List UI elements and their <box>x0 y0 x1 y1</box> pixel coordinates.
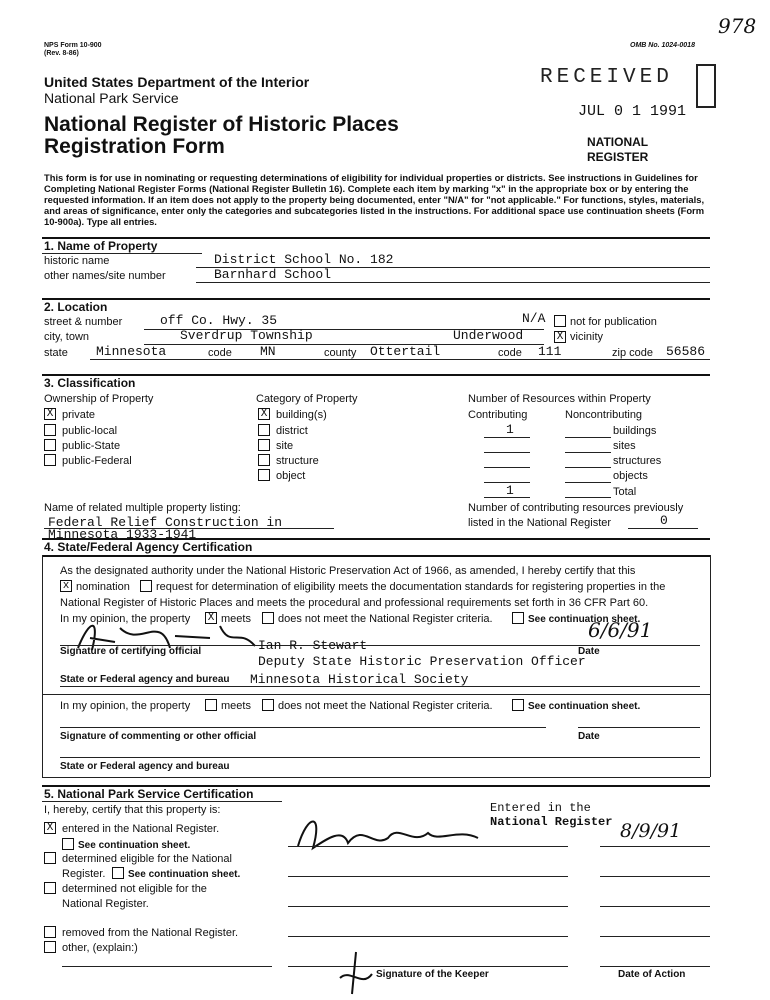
historic-name-label: historic name <box>44 255 110 267</box>
keeper-initials <box>336 948 376 998</box>
certification-line-1: As the designated authority under the National Historic Preservation Act of 1966, as amended, I hereby certify that this <box>60 565 636 577</box>
na-value: N/A <box>522 311 546 326</box>
certification-line-3: National Register of Historic Places and meets the procedural and professional requirements set forth in 36 CFR Part 60. <box>60 597 649 609</box>
category-site-label: site <box>276 440 294 452</box>
nomination-label: nomination <box>76 581 130 593</box>
other-checkbox[interactable] <box>44 941 56 953</box>
keeper-date-line <box>600 846 710 847</box>
ownership-public-state-checkbox[interactable] <box>44 439 56 451</box>
section-1-title: 1. Name of Property <box>44 239 158 253</box>
city-label: city, town <box>44 331 90 343</box>
keeper-signature <box>288 808 488 858</box>
meets2-label: meets <box>221 700 251 712</box>
resource-total-label: Total <box>613 486 637 498</box>
other-label: other, (explain:) <box>62 942 138 954</box>
received-stamp-text: RECEIVED <box>540 66 673 89</box>
ownership-public-federal-label: public-Federal <box>62 455 132 467</box>
eligible-continuation-label: See continuation sheet. <box>128 869 241 880</box>
keeper-line <box>288 876 568 877</box>
department-name: United States Department of the Interior <box>44 74 310 90</box>
box-bottom <box>42 777 710 778</box>
ownership-public-federal-checkbox[interactable] <box>44 454 56 466</box>
certification-date: 6/6/91 <box>588 618 653 642</box>
ownership-public-state-label: public-State <box>62 440 121 452</box>
street-value[interactable]: off Co. Hwy. 35 <box>160 313 278 328</box>
omb-number: OMB No. 1024-0018 <box>630 42 695 49</box>
state-line <box>90 359 710 360</box>
vicinity-label: vicinity <box>570 331 604 343</box>
meets2-checkbox[interactable] <box>205 699 217 711</box>
county-label: county <box>324 347 357 359</box>
resource-objects-label: objects <box>613 470 648 482</box>
previous-listing-value[interactable]: 0 <box>660 513 668 528</box>
category-object-checkbox[interactable] <box>258 469 270 481</box>
stamp-national: NATIONAL <box>587 135 649 149</box>
removed-label: removed from the National Register. <box>62 927 239 939</box>
nomination-checkbox[interactable]: x <box>60 580 72 592</box>
form-title-1: National Register of Historic Places <box>44 113 399 136</box>
determined-eligible-label-2: Register. <box>62 868 106 880</box>
other-explain-line <box>62 966 272 967</box>
zip-value[interactable]: 56586 <box>666 344 706 359</box>
city-value[interactable]: Sverdrup Township <box>180 328 313 343</box>
signer-name: Ian R. Stewart <box>258 638 368 653</box>
section-5-title: 5. National Park Service Certification <box>44 787 254 801</box>
keeper-date-line <box>600 876 710 877</box>
see-continuation-label: See continuation sheet. <box>528 614 641 625</box>
previous-listing-label-1: Number of contributing resources previously <box>468 502 684 514</box>
see-continuation-checkbox[interactable] <box>512 612 524 624</box>
page-number: 978 <box>718 14 757 38</box>
does-not-meet-label: does not meet the National Register criteria. <box>278 613 493 625</box>
form-title-2: Registration Form <box>44 135 225 158</box>
city-line <box>144 344 544 345</box>
date-of-action-label: Date of Action <box>618 969 686 980</box>
county-code-value[interactable]: 111 <box>538 344 562 359</box>
resource-structures-label: structures <box>613 455 662 467</box>
noncontrib-line <box>565 437 611 438</box>
contrib-line <box>484 467 530 468</box>
ownership-private-label: private <box>62 409 96 421</box>
see-continuation2-checkbox[interactable] <box>512 699 524 711</box>
section-divider <box>42 374 710 376</box>
contrib-line <box>484 437 530 438</box>
opinion2-label: In my opinion, the property <box>60 700 191 712</box>
resource-buildings-label: buildings <box>613 425 657 437</box>
category-district-checkbox[interactable] <box>258 424 270 436</box>
previous-listing-line <box>628 528 698 529</box>
code-value[interactable]: MN <box>260 344 276 359</box>
street-label: street & number <box>44 316 123 328</box>
service-name: National Park Service <box>44 90 179 106</box>
noncontrib-line <box>565 467 611 468</box>
category-structure-label: structure <box>276 455 319 467</box>
contrib-line <box>484 452 530 453</box>
opinion-label: In my opinion, the property <box>60 613 191 625</box>
category-structure-checkbox[interactable] <box>258 454 270 466</box>
eligible-continuation-checkbox[interactable] <box>112 867 124 879</box>
determined-not-eligible-label-2: National Register. <box>62 898 149 910</box>
box-border-right <box>710 555 711 777</box>
agency-label: State or Federal agency and bureau <box>60 674 230 685</box>
keeper-date: 8/9/91 <box>620 820 682 842</box>
category-district-label: district <box>276 425 308 437</box>
section-divider <box>42 555 710 557</box>
entered-label: entered in the National Register. <box>62 823 220 835</box>
signature2-line <box>60 727 546 728</box>
state-value[interactable]: Minnesota <box>96 344 167 359</box>
resource-sites-label: sites <box>613 440 636 452</box>
keeper-line <box>288 936 568 937</box>
zip-label: zip code <box>612 347 653 359</box>
determined-not-eligible-label-1: determined not eligible for the <box>62 883 207 895</box>
instructions-text: This form is for use in nominating or requesting determinations of eligibility for individual properties or districts. See instructions in Guidelines for Completing National Register Forms (National Register Bulletin 16). Complete each item by marking "x" in the appropriate box or by entering the requested information. If an item does not apply to the property being documented, enter "N/A" for "not applicable." For functions, styles, materials, and areas of significance, enter only the categories and subcategories listed in the instructions. For additional space use continuation sheets (Form 10-900a). Type all entries. <box>44 172 705 227</box>
category-heading: Category of Property <box>256 393 358 405</box>
determined-not-eligible-checkbox[interactable] <box>44 882 56 894</box>
section-underline <box>42 801 282 802</box>
noncontrib-line <box>565 452 611 453</box>
contrib-total[interactable]: 1 <box>506 483 514 498</box>
keeper-line <box>288 966 568 967</box>
signer-title: Deputy State Historic Preservation Officer <box>258 654 586 669</box>
keeper-signature-label: Signature of the Keeper <box>376 969 489 980</box>
entered-stamp-1: Entered in the <box>490 801 591 815</box>
not-for-publication-label: not for publication <box>570 316 657 328</box>
removed-checkbox[interactable] <box>44 926 56 938</box>
category-buildings-checkbox[interactable]: X <box>258 408 270 420</box>
ownership-private-checkbox[interactable]: X <box>44 408 56 420</box>
box-inner-divider <box>42 694 710 695</box>
vicinity-checkbox[interactable]: X <box>554 331 566 343</box>
other-names-value[interactable]: Barnhard School <box>214 267 332 282</box>
does-not-meet2-checkbox[interactable] <box>262 699 274 711</box>
section-divider <box>42 298 710 300</box>
signature-label: Signature of certifying official <box>60 646 202 657</box>
section-3-title: 3. Classification <box>44 376 136 390</box>
keeper-line <box>288 906 568 907</box>
does-not-meet2-label: does not meet the National Register criteria. <box>278 700 493 712</box>
agency-value: Minnesota Historical Society <box>250 672 469 687</box>
county-code-label: code <box>498 347 522 359</box>
ownership-public-local-label: public-local <box>62 425 118 437</box>
county-value[interactable]: Ottertail <box>370 344 441 359</box>
entered-continuation-checkbox[interactable] <box>62 838 74 850</box>
section-underline <box>42 253 202 254</box>
date-label: Date <box>578 646 600 657</box>
contributing-heading: Contributing <box>468 409 528 421</box>
form-number: NPS Form 10-900 <box>44 42 102 49</box>
certification-line-2: request for determination of eligibility meets the documentation standards for registering properties in the <box>156 581 666 593</box>
keeper-date-line <box>600 906 710 907</box>
resources-heading: Number of Resources within Property <box>468 393 651 405</box>
section-4-title: 4. State/Federal Agency Certification <box>44 540 253 554</box>
signature2-label: Signature of commenting or other official <box>60 731 257 742</box>
ownership-public-local-checkbox[interactable] <box>44 424 56 436</box>
form-revision: (Rev. 8-86) <box>44 50 79 57</box>
category-buildings-label: building(s) <box>276 409 327 421</box>
entered-checkbox[interactable]: X <box>44 822 56 834</box>
meets-checkbox[interactable]: X <box>205 612 217 624</box>
historic-name-value[interactable]: District School No. 182 <box>214 252 394 267</box>
section-2-title: 2. Location <box>44 300 108 314</box>
noncontrib-line <box>565 497 611 498</box>
contrib-buildings[interactable]: 1 <box>506 422 514 437</box>
certify-label: I, hereby, certify that this property is: <box>44 804 221 816</box>
contrib-line <box>484 497 530 498</box>
vicinity-town: Underwood <box>453 328 524 343</box>
noncontrib-line <box>565 482 611 483</box>
noncontributing-heading: Noncontributing <box>565 409 643 421</box>
keeper-date-line <box>600 966 710 967</box>
category-object-label: object <box>276 470 306 482</box>
related-listing-value-2[interactable]: Minnesota 1933-1941 <box>48 527 197 542</box>
ownership-heading: Ownership of Property <box>44 393 154 405</box>
entered-stamp-2: National Register <box>490 815 613 829</box>
stamp-border <box>696 64 716 108</box>
state-label: state <box>44 347 68 359</box>
meets-label: meets <box>221 613 251 625</box>
related-listing-label: Name of related multiple property listing: <box>44 502 241 514</box>
previous-listing-label-2: listed in the National Register <box>468 517 612 529</box>
other-names-line <box>196 282 710 283</box>
keeper-line <box>288 846 568 847</box>
stamp-register: REGISTER <box>587 150 649 164</box>
see-continuation2-label: See continuation sheet. <box>528 701 641 712</box>
request-checkbox[interactable] <box>140 580 152 592</box>
determined-eligible-label-1: determined eligible for the National <box>62 853 232 865</box>
stamp-date: JUL 0 1 1991 <box>578 103 687 120</box>
box-border-left <box>42 555 43 777</box>
keeper-date-line <box>600 936 710 937</box>
date2-line <box>578 727 700 728</box>
agency2-line <box>60 757 700 758</box>
entered-continuation-label: See continuation sheet. <box>78 840 191 851</box>
agency2-label: State or Federal agency and bureau <box>60 761 230 772</box>
other-names-label: other names/site number <box>44 270 166 282</box>
related-listing-value-1[interactable]: Federal Relief Construction in <box>48 515 283 530</box>
determined-eligible-checkbox[interactable] <box>44 852 56 864</box>
date2-label: Date <box>578 731 600 742</box>
code-label: code <box>208 347 232 359</box>
not-for-publication-checkbox[interactable] <box>554 315 566 327</box>
category-site-checkbox[interactable] <box>258 439 270 451</box>
